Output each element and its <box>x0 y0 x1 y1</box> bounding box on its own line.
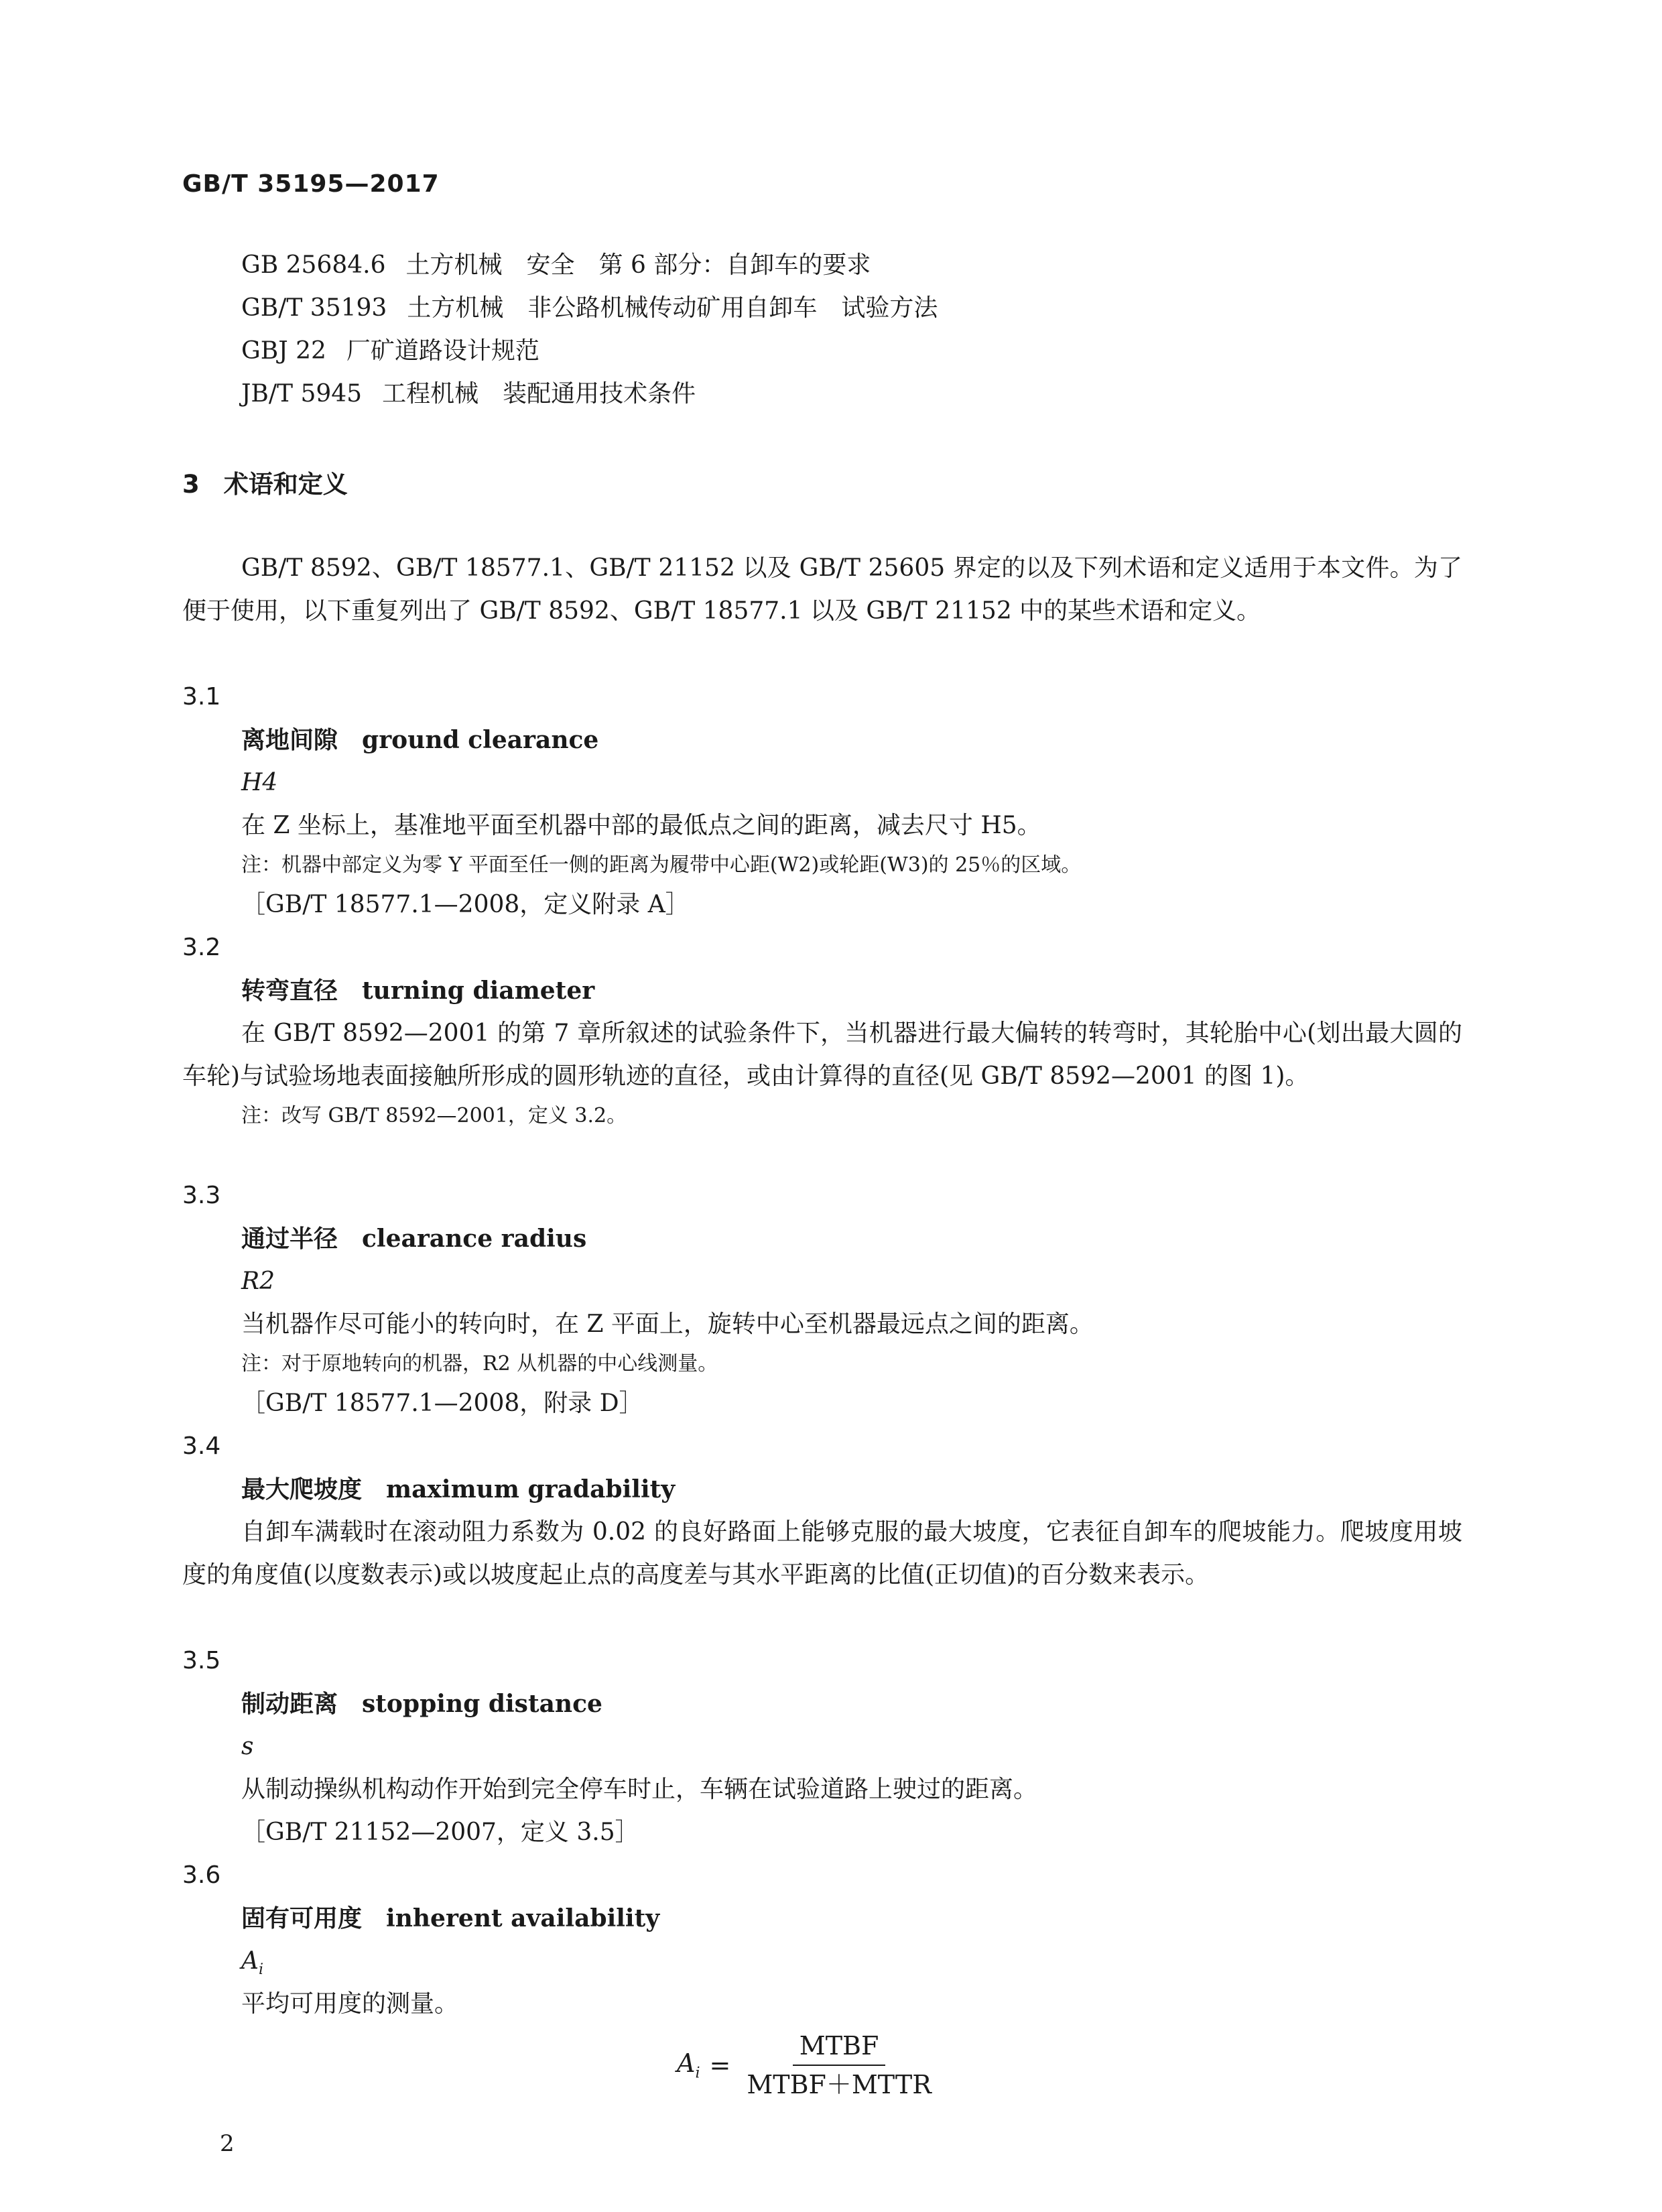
term-name-chinese: 固有可用度 <box>241 1905 363 1932</box>
section-heading <box>182 464 348 500</box>
reference-title: 工程机械 装配通用技术条件 <box>382 380 696 408</box>
standard-number-header: GB/T 35195—2017 <box>182 170 440 198</box>
term-name-chinese: 最大爬坡度 <box>241 1476 363 1503</box>
term-entry <box>182 676 1462 926</box>
term-name-english: stopping distance <box>362 1690 602 1718</box>
term-symbol <box>182 1940 1462 1983</box>
reference-item <box>241 244 938 287</box>
term-number: 3.2 <box>182 934 221 961</box>
term-definition: 在 Z 坐标上，基准地平面至机器中部的最低点之间的距离，减去尺寸 H5。 <box>241 812 1041 839</box>
term-source: ［GB/T 18577.1—2008，附录 D］ <box>241 1390 643 1417</box>
term-number: 3.6 <box>182 1861 221 1889</box>
formula-numerator: MTBF <box>793 2031 886 2066</box>
term-name-chinese: 通过半径 <box>241 1225 338 1253</box>
term-name-chinese: 制动距离 <box>241 1691 338 1718</box>
term-note: 注：改写 GB/T 8592—2001，定义 3.2。 <box>241 1104 627 1127</box>
term-note: 注：机器中部定义为零 Y 平面至任一侧的距离为履带中心距(W2)或轮距(W3)的 25％的区域。 <box>241 853 1082 877</box>
availability-formula <box>677 2031 938 2099</box>
term-entry <box>182 1640 1462 1854</box>
normative-references-list <box>241 244 938 416</box>
term-name <box>182 1682 1462 1725</box>
term-name-english: turning diameter <box>362 977 595 1005</box>
term-name-english: ground clearance <box>362 726 599 754</box>
formula-denominator: MTBF＋MTTR <box>747 2070 932 2099</box>
section-number: 3 <box>182 470 200 499</box>
reference-title: 土方机械 安全 第 6 部分：自卸车的要求 <box>405 251 871 279</box>
term-number: 3.4 <box>182 1432 221 1460</box>
term-name <box>182 1468 1462 1511</box>
term-number: 3.1 <box>182 683 221 711</box>
reference-item <box>241 373 938 416</box>
formula-lhs-subscript: i <box>695 2065 700 2082</box>
term-symbol: s <box>241 1733 254 1760</box>
term-symbol: R2 <box>241 1268 275 1295</box>
reference-item <box>241 287 938 330</box>
term-name <box>182 969 1462 1012</box>
formula-equals-sign: = <box>709 2050 731 2080</box>
term-name-chinese: 离地间隙 <box>241 727 338 754</box>
reference-item <box>241 330 938 373</box>
page-number: 2 <box>220 2130 235 2157</box>
formula-fraction <box>740 2031 938 2099</box>
term-name <box>182 719 1462 761</box>
term-source: ［GB/T 18577.1—2008，定义附录 A］ <box>241 891 690 918</box>
term-entry <box>182 1425 1462 1597</box>
term-entry <box>182 926 1462 1134</box>
reference-code: GBJ 22 <box>241 337 326 365</box>
reference-title: 厂矿道路设计规范 <box>346 337 539 365</box>
reference-code: JB/T 5945 <box>241 380 363 408</box>
formula-lhs <box>677 2048 700 2082</box>
term-definition: 当机器作尽可能小的转向时，在 Z 平面上，旋转中心至机器最远点之间的距离。 <box>241 1310 1094 1338</box>
term-symbol-base: A <box>241 1947 259 1975</box>
reference-title: 土方机械 非公路机械传动矿用自卸车 试验方法 <box>407 294 938 322</box>
reference-code: GB/T 35193 <box>241 294 387 322</box>
formula-lhs-base: A <box>677 2048 696 2079</box>
term-definition: 自卸车满载时在滚动阻力系数为 0.02 的良好路面上能够克服的最大坡度，它表征自卸车的爬坡能力。爬坡度用坡度的角度值(以度数表示)或以坡度起止点的高度差与其水平距离的比值(正切值)的百分数来表示。 <box>182 1518 1462 1589</box>
term-name-english: inherent availability <box>386 1904 660 1932</box>
reference-code: GB 25684.6 <box>241 251 386 279</box>
term-name-chinese: 转弯直径 <box>241 977 338 1005</box>
term-name <box>182 1897 1462 1940</box>
term-symbol: H4 <box>241 769 278 796</box>
section-intro-paragraph: GB/T 8592、GB/T 18577.1、GB/T 21152 以及 GB/T 25605 界定的以及下列术语和定义适用于本文件。为了便于使用，以下重复列出了 GB/T 8592、GB/T 18577.1 以及 GB/T 21152 中的某些术语和定义。 <box>182 554 1462 625</box>
term-name <box>182 1217 1462 1260</box>
term-name-english: maximum gradability <box>386 1475 676 1503</box>
term-definition: 在 GB/T 8592—2001 的第 7 章所叙述的试验条件下，当机器进行最大偏转的转弯时，其轮胎中心(划出最大圆的车轮)与试验场地表面接触所形成的圆形轨迹的直径，或由计算得的直径(见 GB/T 8592—2001 的图 1)。 <box>182 1020 1462 1090</box>
term-definition: 从制动操纵机构动作开始到完全停车时止，车辆在试验道路上驶过的距离。 <box>241 1776 1038 1803</box>
term-note: 注：对于原地转向的机器，R2 从机器的中心线测量。 <box>241 1352 718 1375</box>
term-symbol-subscript: i <box>259 1961 264 1979</box>
term-number: 3.3 <box>182 1182 221 1209</box>
term-number: 3.5 <box>182 1647 221 1674</box>
term-name-english: clearance radius <box>362 1225 587 1253</box>
section-title: 术语和定义 <box>223 470 348 499</box>
term-entry <box>182 1174 1462 1425</box>
term-source: ［GB/T 21152—2007，定义 3.5］ <box>241 1819 639 1846</box>
term-entry <box>182 1854 1462 2026</box>
term-definition: 平均可用度的测量。 <box>241 1990 459 2018</box>
